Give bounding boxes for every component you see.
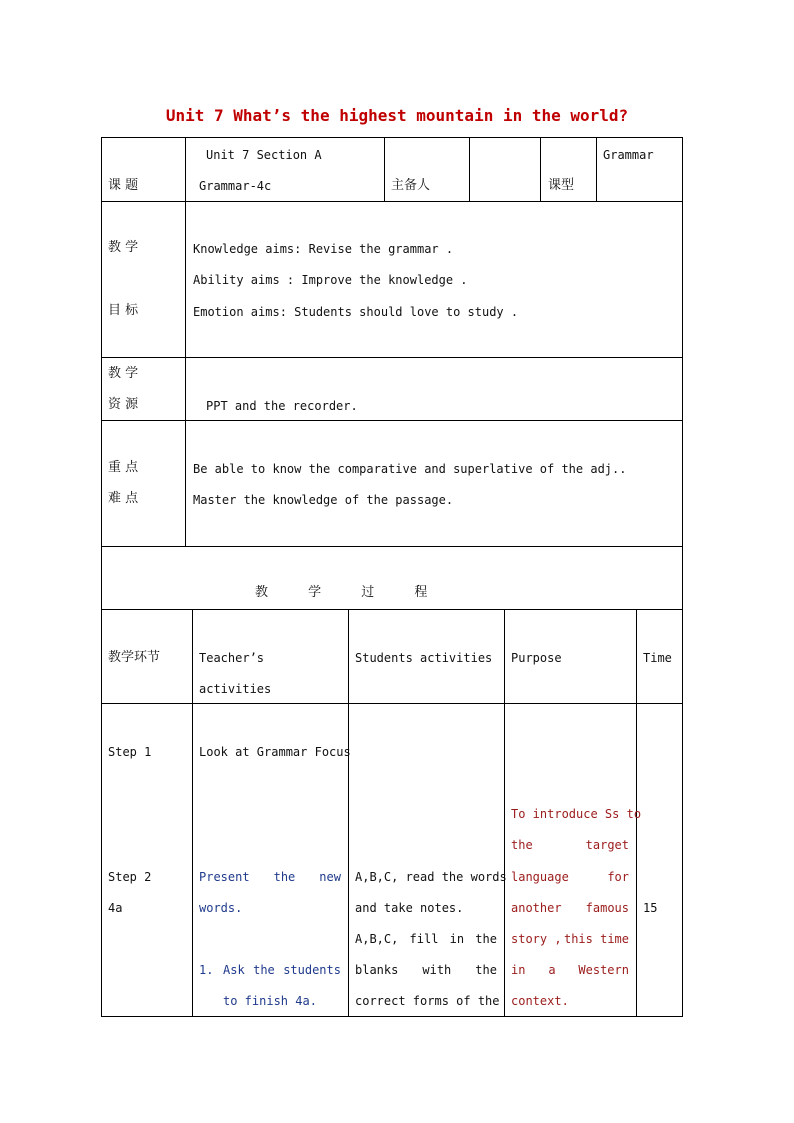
process-title: 教 学 过 程 [255,585,446,600]
students-word: A,B,C, [355,932,399,946]
students-word: fill [409,932,439,946]
emotion-aim: Emotion aims: Students should love to study . [193,305,519,319]
purpose-word: target [585,838,629,852]
col-time-header: Time [643,651,672,665]
purpose-line-5 [511,932,629,946]
knowledge-aim: Knowledge aims: Revise the grammar . [193,242,454,256]
students-line-5: correct forms of the [355,994,500,1008]
students-line-1: A,B,C, read the words [355,870,507,884]
purpose-word: language [511,870,569,884]
students-line-2: and take notes. [355,901,464,915]
step-1-label: Step 1 [108,745,152,759]
present-line-2: words. [199,901,243,915]
present-word: new [319,870,341,884]
col-teacher-header-1: Teacher’s [199,651,265,665]
preparer-label: 主备人 [391,178,431,193]
students-line-3 [355,932,497,946]
purpose-word: for [607,870,629,884]
aims-label-bottom: 目 标 [108,303,139,318]
students-word: with [422,963,452,977]
purpose-line-2 [511,838,629,852]
col-teacher-header-2: activities [199,682,272,696]
purpose-word: in [511,963,526,977]
students-word: the [475,932,497,946]
key-point-1: Be able to know the comparative and superlative of the adj.. [193,462,627,476]
purpose-line-6 [511,963,629,977]
students-line-4 [355,963,497,977]
purpose-word: the [511,838,533,852]
purpose-word: Western [578,963,629,977]
document-title: Unit 7 What’s the highest mountain in the world? [165,106,629,125]
lesson-type-label: 课型 [548,178,575,193]
key-points-label-bottom: 难 点 [108,491,139,506]
task-line-1 [223,963,341,977]
purpose-word: this time [563,932,629,946]
present-line [199,870,341,884]
present-word: the [273,870,296,884]
purpose-line-3 [511,870,629,884]
resources-label-top: 教 学 [108,366,139,381]
col-students-header: Students activities [355,651,493,665]
present-word: Present [199,870,250,884]
purpose-word: a [548,963,556,977]
task-word: the [253,963,275,977]
purpose-word: another [511,901,562,915]
step-2-sub: 4a [108,901,123,915]
purpose-line-7: context. [511,994,569,1008]
students-word: blanks [355,963,399,977]
resources-text: PPT and the recorder. [206,399,358,413]
resources-label-bottom: 资 源 [108,397,139,412]
step-2-label: Step 2 [108,870,152,884]
task-word: students [283,963,341,977]
key-points-label-top: 重 点 [108,460,139,475]
purpose-word: story , [511,932,562,946]
ability-aim: Ability aims : Improve the knowledge . [193,273,468,287]
lesson-type-value: Grammar [603,148,654,162]
task-word: Ask [223,963,245,977]
key-point-2: Master the knowledge of the passage. [193,493,454,507]
step-2-time: 15 [643,901,658,915]
task-number: 1. [199,963,214,977]
students-word: the [475,963,497,977]
topic-label: 课 题 [108,178,139,193]
topic-line-1: Unit 7 Section A [206,148,322,162]
purpose-line-1: To introduce Ss to [511,807,642,821]
col-purpose-header: Purpose [511,651,562,665]
col-stage-header: 教学环节 [108,650,161,665]
purpose-word: famous [585,901,629,915]
topic-line-2: Grammar-4c [199,179,272,193]
students-word: in [449,932,465,946]
task-line-2: to finish 4a. [223,994,317,1008]
aims-label-top: 教 学 [108,240,139,255]
step-1-teacher: Look at Grammar Focus [199,745,351,759]
purpose-line-4 [511,901,629,915]
